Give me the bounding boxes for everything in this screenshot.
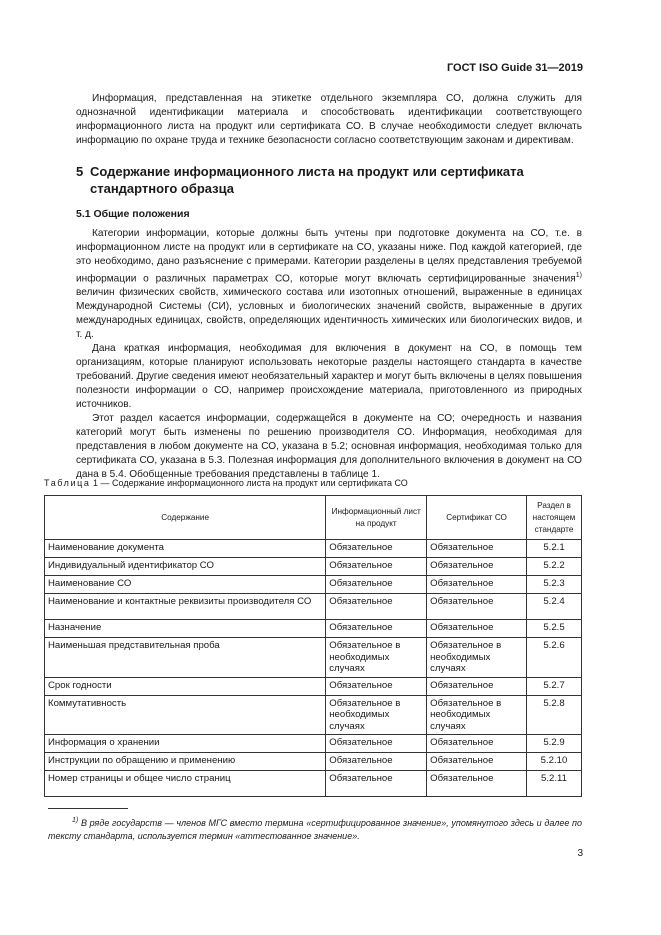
cell-certificate: Обязательное	[427, 620, 527, 638]
header-section: Раздел в настоящем стандарте	[527, 496, 582, 540]
page-number: 3	[577, 848, 583, 859]
cell-content: Информация о хранении	[45, 735, 326, 753]
section-5-heading	[76, 163, 582, 197]
cell-certificate: Обязательное	[427, 558, 527, 576]
cell-content: Назначение	[45, 620, 326, 638]
cell-content: Инструкции по обращению и применению	[45, 753, 326, 771]
table-caption	[44, 478, 408, 488]
table-row	[45, 677, 582, 695]
cell-section: 5.2.9	[527, 735, 582, 753]
cell-content: Наименование документа	[45, 540, 326, 558]
table-row	[45, 735, 582, 753]
cell-certificate: Обязательное	[427, 594, 527, 620]
cell-certificate: Обязательное	[427, 576, 527, 594]
cell-product-sheet: Обязательное	[326, 620, 427, 638]
document-id: ГОСТ ISO Guide 31—2019	[446, 62, 583, 74]
table-row	[45, 695, 582, 735]
table-row	[45, 638, 582, 678]
cell-certificate: Обязательное	[427, 540, 527, 558]
cell-certificate: Обязательное	[427, 735, 527, 753]
header-product-sheet: Информационный лист на продукт	[326, 496, 427, 540]
header-certificate: Сертификат СО	[427, 496, 527, 540]
cell-certificate: Обязательное	[427, 771, 527, 797]
header-content: Содержание	[45, 496, 326, 540]
cell-product-sheet: Обязательное	[326, 540, 427, 558]
cell-section: 5.2.7	[527, 677, 582, 695]
cell-certificate: Обязательное	[427, 753, 527, 771]
cell-section: 5.2.10	[527, 753, 582, 771]
cell-section: 5.2.2	[527, 558, 582, 576]
table-row	[45, 540, 582, 558]
table-row	[45, 620, 582, 638]
footnote-marker: 1)	[72, 817, 79, 824]
cell-product-sheet: Обязательное в необходимых случаях	[326, 695, 427, 735]
section-5-title-line1: Содержание информационного листа на продукт или сертификата	[90, 164, 524, 179]
paragraph-1-part-a: Категории информации, которые должны быть учтены при подготовке документа на СО, т.е. в информационном листе на продукт или в сертификате на СО, указаны ниже. Под каждой категорией, где это необходимо, дано разъяснение с примерами. Категории разделены в целях представления требуемой информации о различных параметрах СО, которые могут включать сертифицированные значения	[76, 228, 582, 285]
table-row	[45, 771, 582, 797]
intro-paragraph: Информация, представленная на этикетке отдельного экземпляра СО, должна служить для однозначной идентификации материала и способствовать идентификации соответствующего информационного листа на продукт или сертификата СО. В случае необходимости следует включать информацию по охране труда и технике безопасности согласно соответствующим законам и директивам.	[76, 93, 582, 146]
table-row	[45, 753, 582, 771]
paragraph-1	[76, 227, 582, 342]
cell-content: Наименьшая представительная проба	[45, 638, 326, 678]
cell-section: 5.2.6	[527, 638, 582, 678]
cell-content: Срок годности	[45, 677, 326, 695]
cell-section: 5.2.1	[527, 540, 582, 558]
cell-product-sheet: Обязательное	[326, 558, 427, 576]
table-row	[45, 558, 582, 576]
cell-product-sheet: Обязательное	[326, 677, 427, 695]
paragraph-2: Дана краткая информация, необходимая для включения в документ на СО, в помощь тем организациям, которые планируют использовать некоторые разделы настоящего стандарта в качестве требований. Другие сведения имеют необязательный характер и могут быть включены в целях повышения полезности информации о СО, например происхождение материала, приготовленного из природных источников.	[76, 343, 582, 411]
table-caption-text: 1 — Содержание информационного листа на продукт или сертификата СО	[90, 478, 408, 488]
table-row	[45, 576, 582, 594]
paragraph-3: Этот раздел касается информации, содержащейся в документе на СО; очередность и названия категорий могут быть изменены по решению производителя СО. Информация, необходимая для представления в любом документе на СО, указана в 5.2; основная информация, необходимая только для сертификата СО, указана в 5.3. Полезная информация для дополнительного включения в документ на СО дана в 5.4. Обобщенные требования представлены в таблице 1.	[76, 413, 582, 481]
paragraph-1-part-b: величин физических свойств, химического состава или изотопных отношений, выраженные в единицах Международной Системы (СИ), условных и биологических значений свойств, выраженные в других международных единицах, свойств, определяющих идентичность химических или биологических видов, и т. д.	[76, 287, 582, 341]
table-row	[45, 594, 582, 620]
section-5-title-line2: стандартного образца	[90, 181, 235, 196]
cell-content: Номер страницы и общее число страниц	[45, 771, 326, 797]
cell-section: 5.2.11	[527, 771, 582, 797]
cell-product-sheet: Обязательное	[326, 576, 427, 594]
cell-content: Наименование и контактные реквизиты производителя СО	[45, 594, 326, 620]
cell-product-sheet: Обязательное	[326, 753, 427, 771]
table-header-row	[45, 496, 582, 540]
cell-product-sheet: Обязательное в необходимых случаях	[326, 638, 427, 678]
section-5-number: 5	[76, 164, 84, 179]
footnote-ref: 1)	[575, 272, 582, 279]
cell-certificate: Обязательное	[427, 677, 527, 695]
cell-section: 5.2.5	[527, 620, 582, 638]
cell-section: 5.2.3	[527, 576, 582, 594]
footnote	[48, 814, 582, 843]
cell-product-sheet: Обязательное	[326, 594, 427, 620]
cell-content: Наименование СО	[45, 576, 326, 594]
cell-product-sheet: Обязательное	[326, 771, 427, 797]
cell-certificate: Обязательное в необходимых случаях	[427, 695, 527, 735]
cell-content: Коммутативность	[45, 695, 326, 735]
section-5-1-heading: 5.1 Общие положения	[76, 208, 190, 220]
cell-content: Индивидуальный идентификатор СО	[45, 558, 326, 576]
cell-certificate: Обязательное в необходимых случаях	[427, 638, 527, 678]
cell-product-sheet: Обязательное	[326, 735, 427, 753]
footnote-separator	[48, 808, 128, 809]
table-caption-label: Таблица	[44, 478, 91, 488]
content-table	[44, 495, 582, 797]
footnote-text: В ряде государств — членов МГС вместо термина «сертифицированное значение», упомянутого здесь и далее по тексту стандарта, используется термин «аттестованное значение».	[48, 818, 582, 841]
cell-section: 5.2.4	[527, 594, 582, 620]
page-body	[76, 92, 582, 482]
cell-section: 5.2.8	[527, 695, 582, 735]
